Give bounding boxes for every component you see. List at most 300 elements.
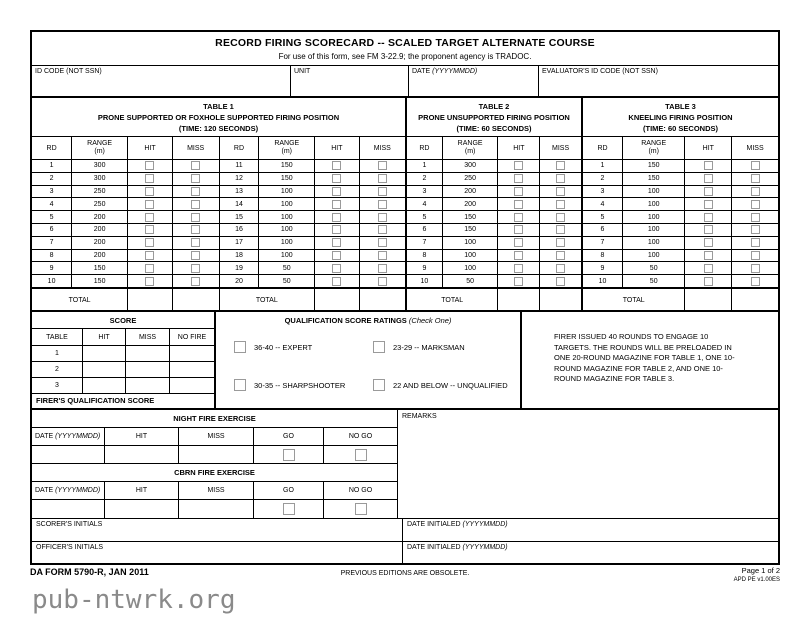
- sharpshooter-checkbox[interactable]: [234, 379, 246, 391]
- miss-cell: [539, 173, 581, 185]
- miss-checkbox[interactable]: [556, 238, 565, 247]
- firing-row: [220, 173, 406, 186]
- miss-cell: [172, 198, 219, 210]
- miss-checkbox[interactable]: [378, 200, 387, 209]
- miss-cell: [731, 237, 778, 249]
- round-number: 12: [235, 175, 243, 183]
- miss-checkbox[interactable]: [751, 264, 760, 273]
- range-value: 100: [258, 250, 314, 262]
- hit-checkbox[interactable]: [704, 251, 713, 260]
- hit-checkbox[interactable]: [704, 225, 713, 234]
- hit-cell: [127, 224, 172, 236]
- total-miss-cell[interactable]: [731, 289, 778, 312]
- range-value: 100: [622, 224, 684, 236]
- table-3-rows-wrap: [583, 137, 778, 287]
- hit-checkbox[interactable]: [332, 264, 341, 273]
- range-value: 150: [622, 160, 684, 172]
- miss-cell: [359, 262, 405, 274]
- round-number: 9: [600, 264, 605, 272]
- table-2-grid: [407, 137, 581, 287]
- range-value: 250: [442, 173, 498, 185]
- date-label: DATE: [35, 487, 54, 494]
- night-date-cell[interactable]: [32, 446, 104, 463]
- score-miss-cell[interactable]: [125, 346, 169, 361]
- miss-cell: [172, 237, 219, 249]
- officer-initials-row: [32, 541, 778, 563]
- miss-checkbox[interactable]: [556, 174, 565, 183]
- firing-tables: [32, 96, 778, 310]
- miss-header: MISS: [359, 137, 405, 159]
- miss-checkbox[interactable]: [751, 225, 760, 234]
- miss-cell: [172, 160, 219, 172]
- total-hit-cell[interactable]: [314, 289, 359, 312]
- score-table-header: TABLE: [46, 333, 68, 341]
- miss-cell: [539, 198, 581, 210]
- total-left: [32, 289, 219, 312]
- expert-checkbox[interactable]: [234, 341, 246, 353]
- firers-qualification-score[interactable]: FIRER'S QUALIFICATION SCORE: [36, 396, 155, 405]
- cbrn-fire-data-row: [32, 500, 397, 518]
- check-one-note: (Check One): [408, 316, 452, 325]
- column-headers: [220, 137, 406, 160]
- hit-checkbox[interactable]: [704, 187, 713, 196]
- round-number: 5: [422, 213, 427, 221]
- total-hit-cell[interactable]: [684, 289, 731, 312]
- miss-checkbox[interactable]: [191, 187, 200, 196]
- hit-checkbox[interactable]: [514, 213, 523, 222]
- hit-cell: [314, 160, 359, 172]
- form-title: RECORD FIRING SCORECARD -- SCALED TARGET ALTERNATE COURSE: [215, 37, 595, 49]
- miss-checkbox[interactable]: [378, 213, 387, 222]
- rd-header: RD: [46, 144, 57, 152]
- miss-checkbox[interactable]: [556, 187, 565, 196]
- scorecard-form: [30, 30, 780, 565]
- officer-initials-label: OFFICER'S INITIALS: [36, 544, 104, 551]
- hit-checkbox[interactable]: [145, 187, 154, 196]
- table-1-right: [219, 137, 406, 287]
- firing-row: [220, 275, 406, 287]
- range-value: 100: [622, 186, 684, 198]
- score-row-2: [32, 362, 214, 378]
- hit-cell: [127, 173, 172, 185]
- table-1-time: (TIME: 120 SECONDS): [178, 124, 259, 133]
- miss-checkbox[interactable]: [191, 200, 200, 209]
- score-row-1: [32, 346, 214, 362]
- hit-cell: [684, 250, 731, 262]
- hit-checkbox[interactable]: [514, 187, 523, 196]
- unit-field[interactable]: [290, 66, 408, 96]
- score-row-label: 2: [55, 366, 59, 373]
- hit-cell: [314, 237, 359, 249]
- date-label: DATE: [35, 433, 54, 440]
- hit-cell: [684, 211, 731, 223]
- cbrn-date-cell[interactable]: [32, 500, 104, 518]
- round-number: 4: [49, 200, 54, 208]
- miss-cell: [731, 186, 778, 198]
- hit-checkbox[interactable]: [514, 174, 523, 183]
- total-miss-cell[interactable]: [359, 289, 405, 312]
- score-nofire-header: NO FIRE: [169, 329, 214, 345]
- night-fire-data-row: [32, 446, 397, 464]
- hit-header: HIT: [127, 137, 172, 159]
- miss-checkbox[interactable]: [556, 264, 565, 273]
- unqualified-checkbox[interactable]: [373, 379, 385, 391]
- hit-checkbox[interactable]: [145, 161, 154, 170]
- miss-checkbox[interactable]: [556, 200, 565, 209]
- round-number: 8: [422, 251, 427, 259]
- miss-checkbox[interactable]: [191, 174, 200, 183]
- marksman-checkbox[interactable]: [373, 341, 385, 353]
- cbrn-hit-cell[interactable]: [104, 500, 178, 518]
- range-header-text: RANGE: [87, 139, 113, 147]
- miss-checkbox[interactable]: [191, 238, 200, 247]
- round-number: 1: [49, 162, 54, 170]
- hit-checkbox[interactable]: [704, 161, 713, 170]
- cbrn-go-checkbox[interactable]: [283, 503, 295, 515]
- range-value: 50: [442, 275, 498, 287]
- score-nofire-cell[interactable]: [169, 346, 214, 361]
- miss-checkbox[interactable]: [191, 264, 200, 273]
- remarks-section[interactable]: [397, 410, 778, 518]
- miss-checkbox[interactable]: [191, 277, 200, 286]
- total-hit-cell[interactable]: [127, 289, 172, 312]
- score-hit-cell[interactable]: [82, 378, 125, 393]
- miss-checkbox[interactable]: [751, 277, 760, 286]
- round-number: 6: [600, 226, 605, 234]
- hit-checkbox[interactable]: [145, 200, 154, 209]
- exercise-section: [32, 408, 778, 518]
- firing-row: [220, 237, 406, 250]
- cbrn-go-cell: [253, 500, 323, 518]
- identification-row: [32, 65, 778, 96]
- miss-checkbox[interactable]: [378, 187, 387, 196]
- table-1-total-row: [32, 287, 405, 312]
- firing-row: [407, 198, 581, 211]
- miss-checkbox[interactable]: [751, 213, 760, 222]
- cbrn-nogo-cell: [323, 500, 397, 518]
- range-header-text: RANGE: [641, 139, 667, 147]
- firing-row: [407, 211, 581, 224]
- miss-checkbox[interactable]: [751, 238, 760, 247]
- miss-cell: [539, 250, 581, 262]
- range-header: [258, 137, 314, 159]
- range-value: 300: [442, 160, 498, 172]
- firing-row: [32, 186, 219, 199]
- hit-cell: [497, 198, 539, 210]
- miss-checkbox[interactable]: [378, 251, 387, 260]
- cbrn-fire-header: CBRN FIRE EXERCISE: [32, 464, 397, 482]
- hit-cell: [127, 160, 172, 172]
- hit-checkbox[interactable]: [332, 251, 341, 260]
- firing-row: [32, 224, 219, 237]
- hit-cell: [684, 224, 731, 236]
- miss-checkbox[interactable]: [378, 161, 387, 170]
- marksman-option: [373, 341, 465, 353]
- table-2-rows: [407, 160, 581, 287]
- hit-cell: [314, 198, 359, 210]
- range-value: 100: [622, 198, 684, 210]
- hit-cell: [497, 262, 539, 274]
- scorer-date-initialed-field[interactable]: [402, 519, 778, 541]
- firing-row: [583, 198, 778, 211]
- range-value: 100: [258, 237, 314, 249]
- firing-row: [407, 224, 581, 237]
- range-header: [442, 137, 498, 159]
- cbrn-miss-cell[interactable]: [178, 500, 253, 518]
- miss-checkbox[interactable]: [191, 213, 200, 222]
- table-1: [32, 98, 405, 310]
- miss-checkbox[interactable]: [191, 225, 200, 234]
- range-value: 200: [442, 186, 498, 198]
- table-2-time: (TIME: 60 SECONDS): [456, 124, 532, 133]
- page-indicator: Page 1 of 2: [741, 566, 780, 575]
- hit-cell: [684, 237, 731, 249]
- firing-row: [583, 211, 778, 224]
- score-miss-cell[interactable]: [125, 378, 169, 393]
- miss-checkbox[interactable]: [556, 161, 565, 170]
- table-2-rows-wrap: [407, 137, 581, 287]
- range-value: 100: [622, 211, 684, 223]
- hit-checkbox[interactable]: [332, 161, 341, 170]
- miss-checkbox[interactable]: [751, 161, 760, 170]
- range-value: 200: [442, 198, 498, 210]
- range-value: 100: [258, 224, 314, 236]
- score-hit-cell[interactable]: [82, 346, 125, 361]
- hit-checkbox[interactable]: [145, 225, 154, 234]
- night-go-cell: [253, 446, 323, 463]
- date-format-hint: (YYYYMMDD): [55, 487, 101, 494]
- firing-row: [220, 250, 406, 263]
- round-number: 9: [422, 264, 427, 272]
- total-label: TOTAL: [622, 297, 645, 304]
- firing-row: [583, 237, 778, 250]
- night-miss-cell[interactable]: [178, 446, 253, 463]
- miss-checkbox[interactable]: [556, 251, 565, 260]
- hit-checkbox[interactable]: [145, 238, 154, 247]
- table-3: [581, 98, 778, 310]
- miss-cell: [359, 224, 405, 236]
- hit-checkbox[interactable]: [332, 187, 341, 196]
- miss-checkbox[interactable]: [378, 225, 387, 234]
- round-number: 10: [47, 277, 56, 285]
- table-2-total-row: [407, 287, 581, 312]
- cbrn-nogo-checkbox[interactable]: [355, 503, 367, 515]
- hit-checkbox[interactable]: [145, 213, 154, 222]
- round-number: 1: [422, 162, 427, 170]
- score-row-label: 1: [55, 350, 59, 357]
- miss-cell: [172, 250, 219, 262]
- unqualified-label: 22 AND BELOW -- UNQUALIFIED: [393, 380, 508, 390]
- hit-cell: [497, 224, 539, 236]
- miss-header: MISS: [539, 137, 581, 159]
- date-format-hint: (YYYYMMDD): [432, 68, 478, 75]
- evaluator-id-field[interactable]: [538, 66, 778, 96]
- table-1-name: TABLE 1: [203, 102, 234, 111]
- range-value: 100: [258, 186, 314, 198]
- miss-checkbox[interactable]: [378, 238, 387, 247]
- round-number: 6: [49, 226, 54, 234]
- range-value: 150: [71, 275, 127, 287]
- hit-checkbox[interactable]: [704, 200, 713, 209]
- hit-cell: [314, 224, 359, 236]
- total-miss-cell[interactable]: [539, 289, 581, 312]
- evaluator-id-label: EVALUATOR'S ID CODE (NOT SSN): [542, 68, 658, 75]
- cbrn-fire-columns: [32, 482, 397, 500]
- total-label: TOTAL: [255, 297, 278, 304]
- hit-cell: [314, 186, 359, 198]
- rd-header: RD: [233, 144, 245, 152]
- range-header-text: RANGE: [274, 139, 300, 147]
- table-1-left-rows: [32, 160, 219, 287]
- miss-cell: [731, 173, 778, 185]
- hit-checkbox[interactable]: [332, 225, 341, 234]
- hit-cell: [127, 198, 172, 210]
- table-3-total-row: [583, 287, 778, 312]
- miss-cell: [172, 173, 219, 185]
- night-go-header: GO: [253, 428, 323, 445]
- hit-cell: [497, 237, 539, 249]
- round-number: 7: [600, 239, 605, 247]
- round-number: 20: [235, 277, 243, 285]
- table-2-header: [407, 98, 581, 137]
- hit-checkbox[interactable]: [332, 277, 341, 286]
- hit-checkbox[interactable]: [514, 251, 523, 260]
- hit-checkbox[interactable]: [145, 264, 154, 273]
- hit-cell: [684, 198, 731, 210]
- total-hit-cell[interactable]: [497, 289, 539, 312]
- miss-checkbox[interactable]: [751, 187, 760, 196]
- round-number: 10: [598, 277, 607, 285]
- hit-checkbox[interactable]: [145, 174, 154, 183]
- form-number: DA FORM 5790-R, JAN 2011: [30, 567, 149, 577]
- score-nofire-cell[interactable]: [169, 378, 214, 393]
- scorer-initials-field[interactable]: [32, 519, 402, 541]
- firing-row: [407, 186, 581, 199]
- hit-checkbox[interactable]: [332, 213, 341, 222]
- hit-checkbox[interactable]: [514, 264, 523, 273]
- hit-checkbox[interactable]: [332, 200, 341, 209]
- miss-checkbox[interactable]: [556, 225, 565, 234]
- expert-option: [234, 341, 312, 353]
- hit-header: HIT: [684, 137, 731, 159]
- miss-checkbox[interactable]: [751, 251, 760, 260]
- total-miss-cell[interactable]: [172, 289, 219, 312]
- miss-cell: [359, 160, 405, 172]
- hit-checkbox[interactable]: [514, 238, 523, 247]
- miss-checkbox[interactable]: [191, 161, 200, 170]
- hit-cell: [127, 250, 172, 262]
- night-nogo-checkbox[interactable]: [355, 449, 367, 461]
- qualification-header: [216, 312, 520, 325]
- night-go-checkbox[interactable]: [283, 449, 295, 461]
- night-fire-columns: [32, 428, 397, 446]
- firing-row: [220, 198, 406, 211]
- night-hit-cell[interactable]: [104, 446, 178, 463]
- score-row-3: [32, 378, 214, 394]
- qualification-ratings: [214, 312, 522, 408]
- miss-checkbox[interactable]: [378, 174, 387, 183]
- hit-checkbox[interactable]: [145, 251, 154, 260]
- score-miss-cell[interactable]: [125, 362, 169, 377]
- table-2-name: TABLE 2: [478, 102, 510, 111]
- table-1-right-rows: [220, 160, 406, 287]
- miss-checkbox[interactable]: [378, 264, 387, 273]
- round-number: 9: [49, 264, 54, 272]
- hit-checkbox[interactable]: [145, 277, 154, 286]
- miss-cell: [539, 224, 581, 236]
- miss-checkbox[interactable]: [378, 277, 387, 286]
- hit-checkbox[interactable]: [704, 264, 713, 273]
- hit-checkbox[interactable]: [514, 161, 523, 170]
- officer-date-initialed-field[interactable]: [402, 542, 778, 563]
- range-value: 150: [442, 211, 498, 223]
- score-row-label: 3: [55, 382, 59, 389]
- range-value: 200: [71, 250, 127, 262]
- round-number: 18: [235, 251, 243, 259]
- hit-checkbox[interactable]: [332, 238, 341, 247]
- round-number: 6: [422, 226, 427, 234]
- range-value: 100: [258, 211, 314, 223]
- unit-label: UNIT: [294, 68, 311, 75]
- miss-checkbox[interactable]: [751, 200, 760, 209]
- hit-cell: [127, 211, 172, 223]
- hit-checkbox[interactable]: [704, 238, 713, 247]
- hit-checkbox[interactable]: [704, 213, 713, 222]
- hit-cell: [127, 237, 172, 249]
- miss-cell: [731, 211, 778, 223]
- hit-checkbox[interactable]: [514, 277, 523, 286]
- hit-checkbox[interactable]: [514, 200, 523, 209]
- range-value: 200: [71, 224, 127, 236]
- cbrn-nogo-header: NO GO: [323, 482, 397, 499]
- range-value: 250: [71, 186, 127, 198]
- sharpshooter-option: [234, 379, 345, 391]
- sharpshooter-label: 30-35 -- SHARPSHOOTER: [254, 380, 346, 390]
- miss-cell: [359, 173, 405, 185]
- fire-exercises: [32, 410, 397, 518]
- id-code-field[interactable]: [32, 66, 290, 96]
- miss-checkbox[interactable]: [556, 277, 565, 286]
- hit-checkbox[interactable]: [514, 225, 523, 234]
- hit-cell: [497, 211, 539, 223]
- date-field[interactable]: [408, 66, 538, 96]
- round-number: 19: [235, 264, 243, 272]
- firing-row: [32, 198, 219, 211]
- cbrn-hit-header: HIT: [104, 482, 178, 499]
- score-nofire-cell[interactable]: [169, 362, 214, 377]
- miss-checkbox[interactable]: [751, 174, 760, 183]
- miss-checkbox[interactable]: [556, 213, 565, 222]
- round-number: 2: [600, 175, 605, 183]
- hit-checkbox[interactable]: [332, 174, 341, 183]
- hit-cell: [684, 262, 731, 274]
- obsolete-note: PREVIOUS EDITIONS ARE OBSOLETE.: [340, 570, 470, 577]
- score-hit-cell[interactable]: [82, 362, 125, 377]
- miss-checkbox[interactable]: [191, 251, 200, 260]
- hit-checkbox[interactable]: [704, 277, 713, 286]
- firing-row: [407, 173, 581, 186]
- expert-label: 36-40 -- EXPERT: [254, 342, 313, 352]
- night-nogo-header: NO GO: [323, 428, 397, 445]
- officer-initials-field[interactable]: [32, 542, 402, 563]
- range-unit-text: (m): [648, 148, 659, 155]
- hit-cell: [497, 186, 539, 198]
- hit-cell: [127, 262, 172, 274]
- range-value: 100: [622, 237, 684, 249]
- hit-checkbox[interactable]: [704, 174, 713, 183]
- qualification-header-text: QUALIFICATION SCORE RATINGS: [284, 316, 407, 325]
- firing-row: [220, 186, 406, 199]
